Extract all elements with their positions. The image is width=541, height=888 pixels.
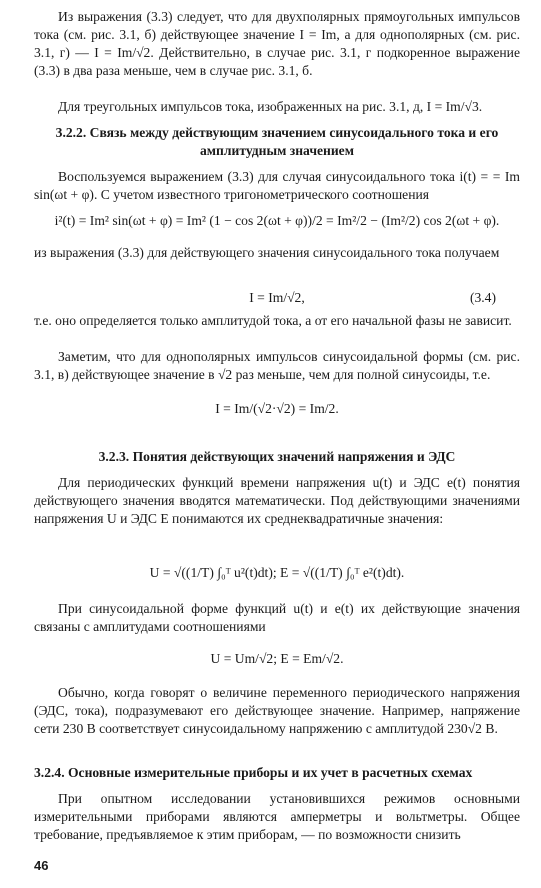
paragraph-obtain: из выражения (3.3) для действующего значения синусоидального тока получаем	[34, 245, 500, 260]
section-heading-3-2-4: 3.2.4. Основные измерительные приборы и их учет в расчетных схемах	[34, 765, 473, 780]
paragraph-voltage-emf: Для периодических функций времени напряжения u(t) и ЭДС e(t) понятия действующего значения вводятся математически. Под действующими значениями напряжения U и ЭДС E понимаются их среднеквадратичные значения:	[34, 475, 520, 526]
equation-3-4-body: I = Im/√2,	[249, 290, 305, 305]
equation-unipolar-sine: I = Im/(√2·√2) = Im/2.	[215, 401, 339, 416]
paragraph-mains-voltage: Обычно, когда говорят о величине переменного периодического напряжения (ЭДС, тока), подразумевают его действующее значение. Например, напряжение сети 230 В соответствует синусоидальному напряжению с амплитудой 230√2 В.	[34, 685, 520, 736]
paragraph-rect-pulses: Из выражения (3.3) следует, что для двухполярных прямоугольных импульсов тока (см. рис. 3.1, б) действующее значение I = Im, а для однополярных (см. рис. 3.1, г) — I = Im/√2. Действительно, в случае рис. 3.1, г подкоренное выражение (3.3) в два раза меньше, чем в случае рис. 3.1, б.	[34, 9, 520, 78]
equation-rms-voltage-emf: U = √((1/T) ∫₀ᵀ u²(t)dt); E = √((1/T) ∫₀ᵀ e²(t)dt).	[149, 565, 405, 580]
equation-rms-current	[34, 289, 520, 307]
equation-i-squared: i²(t) = Im² sin(ωt + φ) = Im² (1 − cos 2(ωt + φ))/2 = Im²/2 − (Im²/2) cos 2(ωt + φ).	[54, 213, 500, 228]
page-number: 46	[34, 858, 49, 873]
paragraph-instruments: При опытном исследовании установившихся режимов основными измерительными приборами являются амперметры и вольтметры. Общее требование, предъявляемое к этим приборам, — по возможности снизить	[34, 791, 520, 842]
paragraph-sin-current: Воспользуемся выражением (3.3) для случая синусоидального тока i(t) = = Im sin(ωt + φ). С учетом известного тригонометрического соотношения	[34, 169, 520, 202]
section-heading-3-2-2: 3.2.2. Связь между действующим значением синусоидального тока и его амплитудным значением	[55, 125, 499, 158]
paragraph-amplitude-only: т.е. оно определяется только амплитудой тока, а от его начальной фазы не зависит.	[34, 313, 512, 328]
paragraph-sin-form: При синусоидальной форме функций u(t) и e(t) их действующие значения связаны с амплитудами соотношениями	[34, 601, 520, 634]
equation-number-3-4: (3.4)	[469, 290, 496, 305]
section-heading-3-2-3: 3.2.3. Понятия действующих значений напряжения и ЭДС	[98, 449, 456, 464]
paragraph-triangle-pulses: Для треугольных импульсов тока, изображенных на рис. 3.1, д, I = Im/√3.	[58, 99, 483, 114]
paragraph-unipolar-sine: Заметим, что для однополярных импульсов синусоидальной формы (см. рис. 3.1, в) действующее значение в √2 раз меньше, чем для полной синусоиды, т.е.	[34, 349, 520, 382]
equation-amplitudes: U = Um/√2; E = Em/√2.	[210, 651, 344, 666]
